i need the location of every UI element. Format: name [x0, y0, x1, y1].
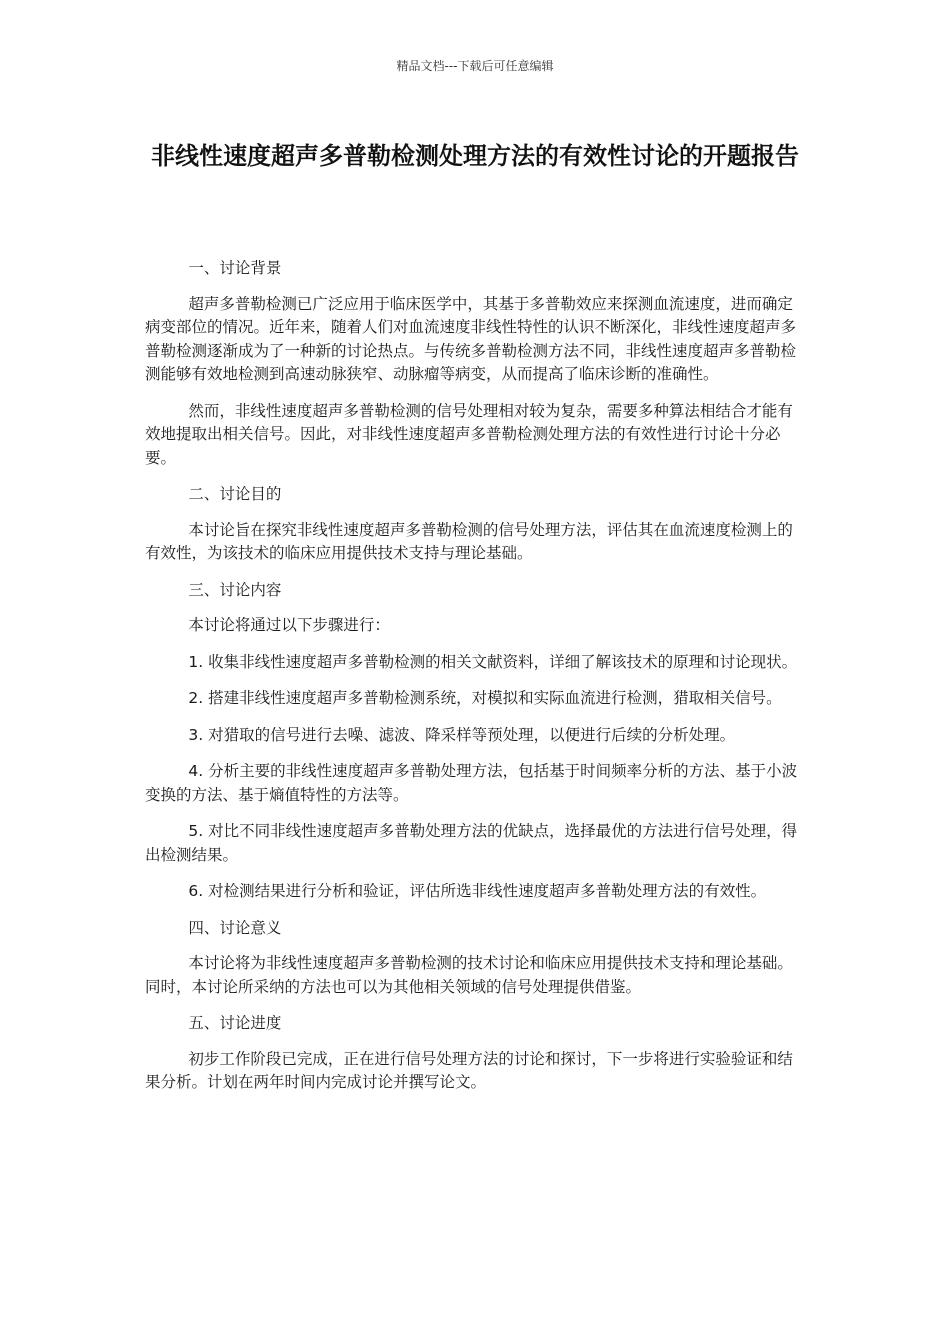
paragraph: 本讨论将通过以下步骤进行： — [188, 616, 390, 634]
paragraph: 本讨论将为非线性速度超声多普勒检测的技术讨论和临床应用提供技术支持和理论基础。同时，本讨论所采纳的方法也可以为其他相关领域的信号处理提供借鉴。 — [145, 954, 793, 996]
document-title: 非线性速度超声多普勒检测处理方法的有效性讨论的开题报告 — [151, 142, 799, 170]
section-heading-progress: 五、讨论进度 — [188, 1014, 282, 1032]
list-item: 1. 收集非线性速度超声多普勒检测的相关文献资料，详细了解该技术的原理和讨论现状。 — [188, 652, 798, 671]
list-item: 2. 搭建非线性速度超声多普勒检测系统，对模拟和实际血流进行检测，猎取相关信号。 — [188, 689, 782, 707]
section-heading-purpose: 二、讨论目的 — [188, 485, 282, 503]
header-note: 精品文档---下载后可任意编辑 — [396, 59, 554, 73]
document-body — [145, 257, 807, 1108]
paragraph: 然而，非线性速度超声多普勒检测的信号处理相对较为复杂，需要多种算法相结合才能有效地提取出相关信号。因此，对非线性速度超声多普勒检测处理方法的有效性进行讨论十分必要。 — [145, 401, 793, 467]
paragraph: 初步工作阶段已完成，正在进行信号处理方法的讨论和探讨，下一步将进行实验验证和结果分析。计划在两年时间内完成讨论并撰写论文。 — [145, 1049, 793, 1091]
list-item: 3. 对猎取的信号进行去噪、滤波、降采样等预处理，以便进行后续的分析处理。 — [188, 725, 736, 744]
list-item: 6. 对检测结果进行分析和验证，评估所选非线性速度超声多普勒处理方法的有效性。 — [188, 882, 767, 900]
list-item: 4. 分析主要的非线性速度超声多普勒处理方法，包括基于时间频率分析的方法、基于小波变换的方法、基于熵值特性的方法等。 — [145, 762, 798, 804]
paragraph: 本讨论旨在探究非线性速度超声多普勒检测的信号处理方法，评估其在血流速度检测上的有效性，为该技术的临床应用提供技术支持与理论基础。 — [145, 520, 793, 562]
section-heading-content: 三、讨论内容 — [188, 580, 282, 599]
section-heading-background: 一、讨论背景 — [188, 259, 282, 277]
paragraph: 超声多普勒检测已广泛应用于临床医学中，其基于多普勒效应来探测血流速度，进而确定病变部位的情况。近年来，随着人们对血流速度非线性特性的认识不断深化，非线性速度超声多普勒检测逐渐成为了一种新的讨论热点。与传统多普勒检测方法不同，非线性速度超声多普勒检测能够有效地检测到高速动脉狭窄、动脉瘤等病变，从而提高了临床诊断的准确性。 — [145, 294, 797, 383]
list-item: 5. 对比不同非线性速度超声多普勒处理方法的优缺点，选择最优的方法进行信号处理，得出检测结果。 — [145, 822, 798, 864]
section-heading-significance: 四、讨论意义 — [188, 918, 282, 937]
